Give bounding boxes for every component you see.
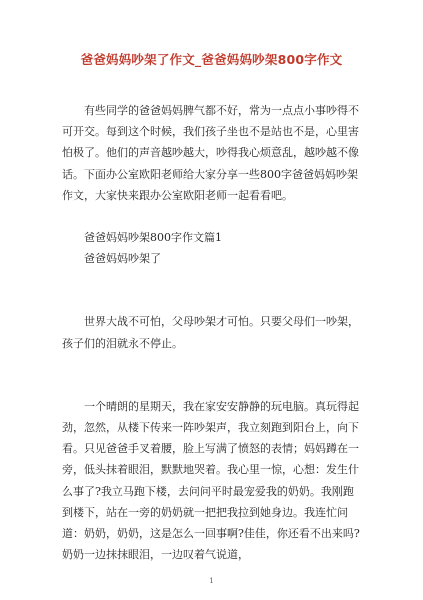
intro-paragraph: 有些同学的爸爸妈妈脾气都不好，常为一点点小事吵得不可开交。每到这个时候，我们孩子坐也不是站也不是，心里害怕极了。他们的声音越吵越大，吵得我心烦意乱，越吵越不像话。下面办公室欧阳老师给大家分享一些800字爸爸妈妈吵架作文，大家快来跟办公室欧阳老师一起看看吧。 [62, 104, 359, 202]
essay-paragraph-1: 世界大战不可怕，父母吵架才可怕。只要父母们一吵架，孩子们的泪就永不停止。 [62, 315, 359, 350]
essay-paragraph-2: 一个晴朗的星期天，我在家安安静静的玩电脑。真玩得起劲，忽然，从楼下传来一阵吵架声，我立刻跑到阳台上，向下看。只见爸爸手叉着腰，脸上写满了愤怒的表情；妈妈蹲在一旁，低头抹着眼泪，默默地哭着。我心里一惊，心想：发生什么事了?我立马跑下楼，去问问平时最宠爱我的奶奶。我刚跑到楼下，站在一旁的奶奶就一把把我拉到她身边。我连忙问道：奶奶，奶奶，这是怎么一回事啊?佳佳，你还看不出来吗?奶奶一边抹抹眼泪，一边叹着气说道， [62, 399, 360, 562]
document-body [62, 100, 363, 565]
page-number: 1 [209, 577, 214, 585]
section-heading: 爸爸妈妈吵架800字作文篇1 [84, 231, 222, 245]
essay-title: 爸爸妈妈吵架了 [84, 252, 161, 266]
document-title: 爸爸妈妈吵架了作文_爸爸妈妈吵架800字作文 [80, 52, 343, 67]
